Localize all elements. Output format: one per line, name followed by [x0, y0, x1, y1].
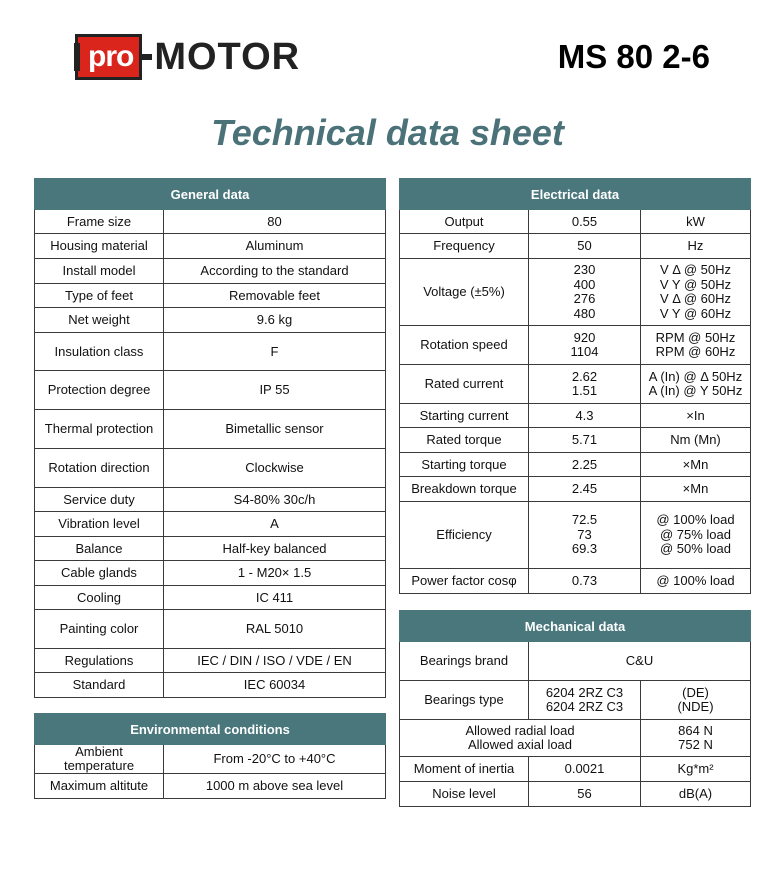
electrical-data-table	[399, 178, 751, 594]
row-value: F	[164, 333, 386, 371]
row-label: Net weight	[35, 308, 164, 333]
table-row	[400, 428, 751, 453]
row-values	[529, 326, 641, 365]
electrical-data-heading: Electrical data	[400, 179, 751, 210]
table-row	[35, 210, 386, 234]
row-label: Regulations	[35, 649, 164, 673]
row-label: Cooling	[35, 586, 164, 610]
value-line: 1.51	[571, 383, 598, 398]
table-row	[400, 453, 751, 477]
load-labels	[400, 720, 641, 757]
row-value: IEC / DIN / ISO / VDE / EN	[164, 649, 386, 673]
row-value: From -20°C to +40°C	[164, 745, 386, 774]
table-row	[400, 365, 751, 404]
row-unit: dB(A)	[641, 782, 751, 807]
row-value: 56	[529, 782, 641, 807]
row-unit: Hz	[641, 234, 751, 259]
value-line: 72.5	[571, 512, 598, 528]
row-unit: ×In	[641, 404, 751, 428]
row-label: Bearings type	[400, 681, 529, 720]
load-label: Allowed axial load	[467, 737, 573, 752]
row-value: 80	[164, 210, 386, 234]
row-value: Aluminum	[164, 234, 386, 259]
table-row	[35, 537, 386, 561]
row-units	[641, 326, 751, 365]
row-label: Noise level	[400, 782, 529, 807]
table-row	[400, 259, 751, 326]
unit-line: (DE)	[682, 684, 709, 700]
table-row	[35, 308, 386, 333]
row-units	[641, 681, 751, 720]
unit-line: V Y @ 60Hz	[659, 305, 732, 321]
row-label: Housing material	[35, 234, 164, 259]
table-row	[35, 610, 386, 649]
row-value: 9.6 kg	[164, 308, 386, 333]
unit-line: A (In) @ Y 50Hz	[648, 383, 743, 398]
value-line: 6204 2RZ C3	[545, 699, 624, 714]
row-unit: @ 100% load	[641, 569, 751, 594]
row-label: Voltage (±5%)	[400, 259, 529, 326]
row-value: A	[164, 512, 386, 537]
row-unit: ×Mn	[641, 477, 751, 502]
table-row	[35, 649, 386, 673]
table-row	[35, 284, 386, 308]
row-label: Protection degree	[35, 371, 164, 410]
row-value: 4.3	[529, 404, 641, 428]
row-label: Rated current	[400, 365, 529, 404]
table-row	[35, 745, 386, 774]
table-row	[35, 333, 386, 371]
value-line: 6204 2RZ C3	[545, 684, 624, 700]
row-unit: Kg*m²	[641, 757, 751, 782]
row-value: IC 411	[164, 586, 386, 610]
row-label: Painting color	[35, 610, 164, 649]
unit-line: V Y @ 50Hz	[659, 276, 732, 292]
value-line: 276	[573, 291, 596, 306]
row-value: 0.0021	[529, 757, 641, 782]
row-units	[641, 365, 751, 404]
value-line: 400	[573, 276, 596, 292]
value-line: 480	[573, 305, 596, 321]
unit-line: A (In) @ Δ 50Hz	[648, 368, 743, 384]
row-value: According to the standard	[164, 259, 386, 284]
row-label: Type of feet	[35, 284, 164, 308]
table-row	[400, 757, 751, 782]
value-line: 73	[577, 526, 592, 542]
unit-line: RPM @ 60Hz	[655, 344, 736, 359]
unit-line: V Δ @ 60Hz	[659, 291, 732, 306]
row-value: 1 - M20× 1.5	[164, 561, 386, 586]
load-label: Allowed radial load	[465, 722, 575, 738]
row-value: 0.55	[529, 210, 641, 234]
table-row	[35, 586, 386, 610]
general-data-heading: General data	[35, 179, 386, 210]
row-values	[529, 502, 641, 569]
row-label: Starting current	[400, 404, 529, 428]
load-values	[641, 720, 751, 757]
environmental-heading: Environmental conditions	[35, 714, 386, 745]
row-value: Half-key balanced	[164, 537, 386, 561]
row-label: Power factor cosφ	[400, 569, 529, 594]
table-row	[35, 449, 386, 488]
load-value: 864 N	[678, 722, 713, 738]
value-line: 230	[573, 262, 596, 277]
table-row	[35, 410, 386, 449]
mechanical-data-table	[399, 610, 751, 807]
row-label: Frame size	[35, 210, 164, 234]
table-row	[400, 404, 751, 428]
unit-line: @ 100% load	[656, 512, 735, 528]
row-unit: kW	[641, 210, 751, 234]
table-row	[400, 782, 751, 807]
row-units	[641, 259, 751, 326]
unit-line: RPM @ 50Hz	[655, 329, 736, 345]
row-values	[529, 259, 641, 326]
table-row	[35, 561, 386, 586]
logo-pro-mark: pro	[75, 34, 142, 80]
row-unit: Nm (Mn)	[641, 428, 751, 453]
row-label: Rated torque	[400, 428, 529, 453]
unit-line: @ 75% load	[659, 526, 732, 542]
value-line: 2.62	[571, 368, 598, 384]
row-label: Cable glands	[35, 561, 164, 586]
row-label: Vibration level	[35, 512, 164, 537]
row-label: Balance	[35, 537, 164, 561]
model-number: MS 80 2-6	[557, 38, 710, 75]
table-row	[35, 673, 386, 698]
row-value: 0.73	[529, 569, 641, 594]
row-label: Service duty	[35, 488, 164, 512]
row-values	[529, 365, 641, 404]
unit-line: @ 50% load	[659, 541, 732, 557]
table-row	[400, 502, 751, 569]
row-label: Standard	[35, 673, 164, 698]
row-value: C&U	[529, 642, 751, 681]
unit-line: (NDE)	[677, 699, 714, 714]
row-unit: ×Mn	[641, 453, 751, 477]
table-row	[400, 234, 751, 259]
table-row	[400, 326, 751, 365]
table-row	[35, 774, 386, 799]
row-value: 2.45	[529, 477, 641, 502]
row-label: Output	[400, 210, 529, 234]
row-value: 5.71	[529, 428, 641, 453]
page-title: Technical data sheet	[211, 112, 564, 153]
row-value: S4-80% 30c/h	[164, 488, 386, 512]
row-label: Starting torque	[400, 453, 529, 477]
row-label: Bearings brand	[400, 642, 529, 681]
mechanical-data-heading: Mechanical data	[400, 611, 751, 642]
table-row	[35, 512, 386, 537]
value-line: 1104	[570, 344, 599, 359]
row-value: 50	[529, 234, 641, 259]
table-row	[400, 569, 751, 594]
row-label: Frequency	[400, 234, 529, 259]
logo-motor-text: MOTOR	[154, 35, 301, 78]
table-row	[400, 477, 751, 502]
table-row	[35, 488, 386, 512]
environmental-table	[34, 713, 386, 799]
table-row	[400, 681, 751, 720]
row-value: 1000 m above sea level	[164, 774, 386, 799]
row-label: Insulation class	[35, 333, 164, 371]
unit-line: V Δ @ 50Hz	[659, 262, 732, 277]
general-data-table	[34, 178, 386, 698]
row-values	[529, 681, 641, 720]
row-value: IEC 60034	[164, 673, 386, 698]
row-label: Moment of inertia	[400, 757, 529, 782]
row-label: Ambient temperature	[35, 745, 164, 774]
value-line: 920	[573, 329, 596, 345]
table-row	[400, 642, 751, 681]
table-row	[35, 234, 386, 259]
row-label: Thermal protection	[35, 410, 164, 449]
logo-dash	[142, 54, 152, 60]
row-value: RAL 5010	[164, 610, 386, 649]
row-label: Rotation speed	[400, 326, 529, 365]
row-label: Rotation direction	[35, 449, 164, 488]
row-value: Removable feet	[164, 284, 386, 308]
row-label: Breakdown torque	[400, 477, 529, 502]
value-line: 69.3	[571, 541, 598, 557]
table-row	[35, 259, 386, 284]
row-label: Maximum altitute	[35, 774, 164, 799]
row-value: IP 55	[164, 371, 386, 410]
table-row	[35, 371, 386, 410]
row-value: Clockwise	[164, 449, 386, 488]
row-label: Efficiency	[400, 502, 529, 569]
table-row	[400, 210, 751, 234]
row-value: Bimetallic sensor	[164, 410, 386, 449]
row-label: Install model	[35, 259, 164, 284]
row-value: 2.25	[529, 453, 641, 477]
row-units	[641, 502, 751, 569]
load-value: 752 N	[678, 737, 713, 752]
table-row	[400, 720, 751, 757]
brand-logo	[75, 30, 300, 84]
